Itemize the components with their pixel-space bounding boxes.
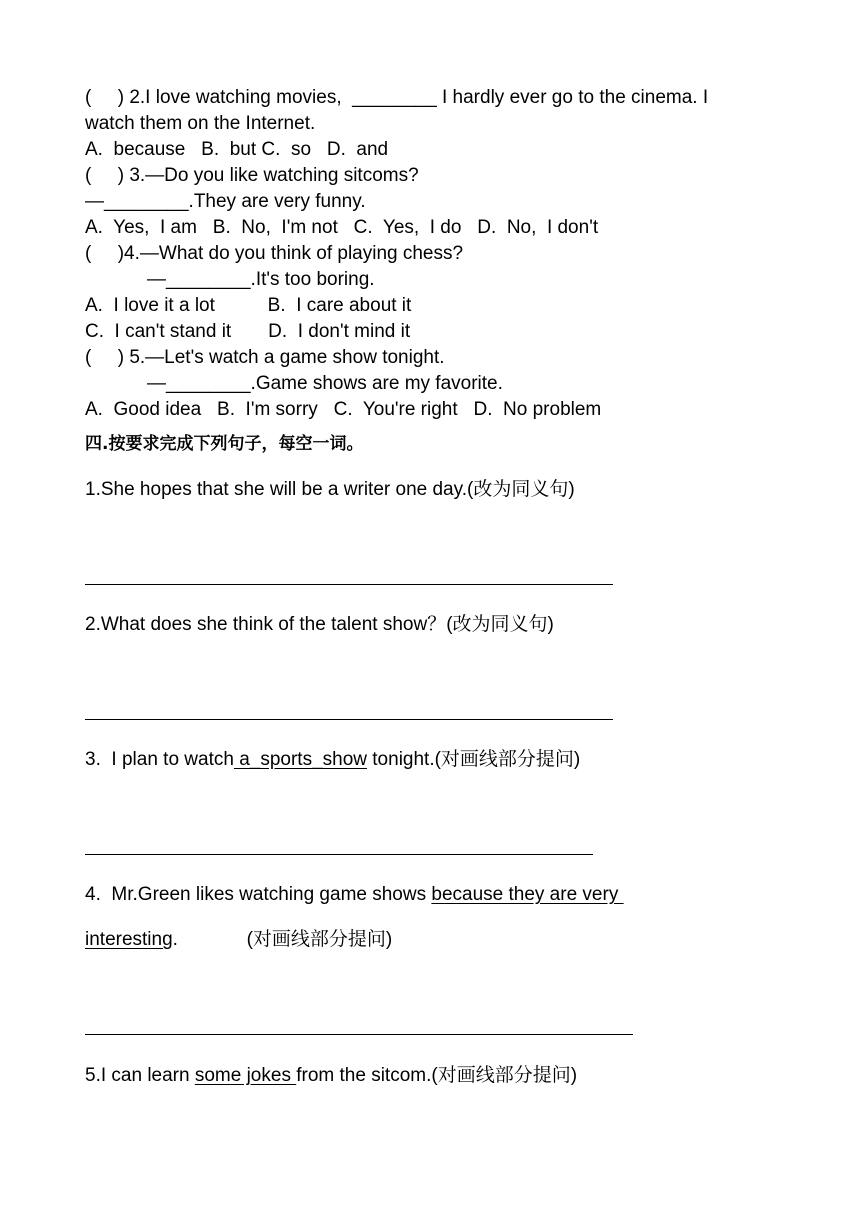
q2-stem xyxy=(85,85,708,111)
s1-answer-line[interactable] xyxy=(85,584,613,585)
q2-rest: I hardly ever go to the cinema. I xyxy=(436,87,709,108)
s1-question: 1.She hopes that she will be a writer one day.(改为同义句) xyxy=(85,479,575,500)
q3-stem: ( ) 3.—Do you like watching sitcoms? xyxy=(85,165,419,186)
s4-question xyxy=(85,882,624,908)
q4-reply: —________.It's too boring. xyxy=(147,269,375,290)
s5-underlined: some jokes xyxy=(194,1065,297,1086)
q5-options: A. Good idea B. I'm sorry C. You're right D. No problem xyxy=(85,399,602,420)
q5-stem: ( ) 5.—Let's watch a game show tonight. xyxy=(85,347,445,368)
s5-pre: 5.I can learn xyxy=(85,1065,195,1086)
s2-answer-line[interactable] xyxy=(85,719,613,720)
s4-answer-line[interactable] xyxy=(85,1034,633,1035)
s4-question-cont xyxy=(85,927,392,953)
section4-heading: 四.按要求完成下列句子，每空一词。 xyxy=(85,434,364,454)
q4-options-cd: C. I can't stand it D. I don't mind it xyxy=(85,321,411,342)
s4-underlined-2: interesting xyxy=(85,929,173,950)
s3-pre: 3. I plan to watch xyxy=(85,749,234,770)
s3-answer-line[interactable] xyxy=(85,854,593,855)
q3-options: A. Yes, I am B. No, I'm not C. Yes, I do D. No, I don't xyxy=(85,217,599,238)
s4-post: . (对画线部分提问) xyxy=(172,929,393,950)
s3-underlined: a_sports_show xyxy=(233,749,367,770)
q4-options-ab: A. I love it a lot B. I care about it xyxy=(85,295,412,316)
s5-post: from the sitcom.(对画线部分提问) xyxy=(296,1065,578,1086)
q2-continuation: watch them on the Internet. xyxy=(85,113,316,134)
q3-reply: —________.They are very funny. xyxy=(85,191,366,212)
s3-question xyxy=(85,747,580,773)
q4-stem: ( )4.—What do you think of playing chess? xyxy=(85,243,464,264)
q2-blank[interactable]: ________ xyxy=(352,87,437,108)
s2-question: 2.What does she think of the talent show？(改为同义句) xyxy=(85,614,554,635)
q5-reply: —________.Game shows are my favorite. xyxy=(147,373,503,394)
s3-post: tonight.(对画线部分提问) xyxy=(367,749,581,770)
s5-question xyxy=(85,1063,577,1089)
s4-pre: 4. Mr.Green likes watching game shows xyxy=(85,884,432,905)
q2-options: A. because B. but C. so D. and xyxy=(85,139,389,160)
q2-open: ( ) 2.I love watching movies, xyxy=(85,87,353,108)
s4-underlined: because they are very xyxy=(431,884,624,905)
